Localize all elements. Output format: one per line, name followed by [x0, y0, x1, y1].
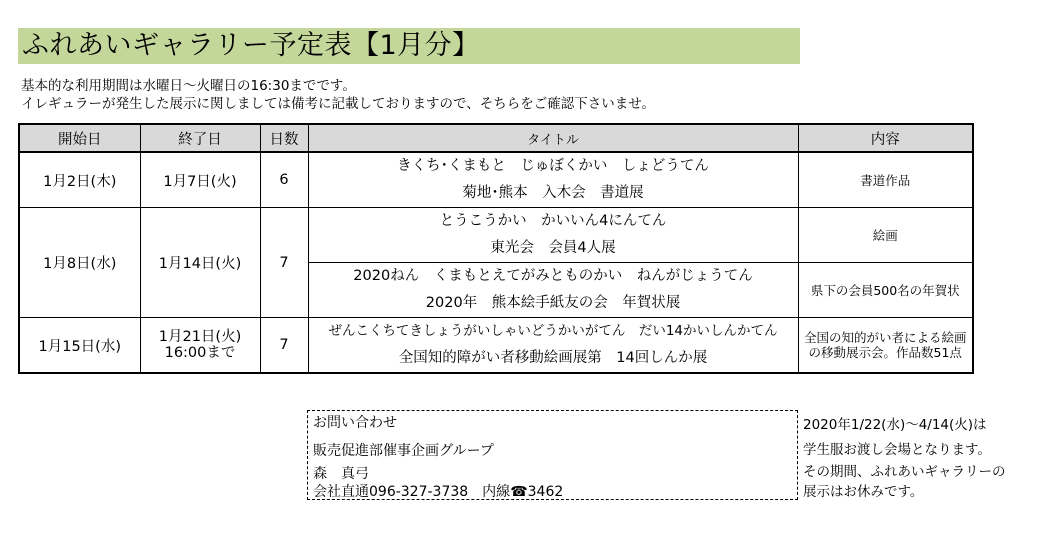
title-kana: とうこうかい かいいん4にんてん	[439, 213, 667, 229]
note-line-2: イレギュラーが発生した展示に関しましては備考に記載しておりますので、そちらをご確認下さいませ。	[21, 96, 655, 112]
page-title: ふれあいギャラリー予定表【1月分】	[22, 30, 480, 61]
phone-extension: 3462	[527, 484, 564, 500]
contact-person: 森 真弓	[313, 466, 369, 482]
header-start: 開始日	[19, 124, 140, 152]
cell-content: 県下の会員500名の年賀状	[798, 263, 973, 318]
title-text: 東光会 会員4人展	[490, 240, 616, 256]
cell-content: 全国の知的がい者による絵画の移動展示会。作品数51点	[798, 318, 973, 374]
table-row	[19, 208, 973, 263]
cell-content: 絵画	[798, 208, 973, 263]
side-notice-line-4: 展示はお休みです。	[803, 484, 924, 500]
contact-department: 販売促進部催事企画グループ	[313, 443, 494, 459]
table-row	[19, 152, 973, 208]
cell-start: 1月8日(水)	[19, 208, 140, 318]
cell-title	[308, 318, 798, 374]
cell-days: 7	[260, 318, 308, 374]
cell-end	[140, 318, 260, 374]
cell-title	[308, 208, 798, 263]
title-banner	[18, 28, 800, 64]
title-text: 全国知的障がい者移動絵画展第 14回しんか展	[398, 350, 708, 366]
table-header-row	[19, 124, 973, 152]
contact-box	[307, 410, 798, 500]
cell-title	[308, 263, 798, 318]
title-text: 菊地･熊本 入木会 書道展	[462, 185, 644, 201]
header-days: 日数	[260, 124, 308, 152]
cell-days: 7	[260, 208, 308, 318]
schedule-table	[18, 123, 974, 374]
cell-start: 1月15日(水)	[19, 318, 140, 374]
phone-number: 会社直通096-327-3738 内線	[313, 484, 511, 500]
title-text: 2020年 熊本絵手紙友の会 年賀状展	[425, 295, 681, 311]
end-date: 1月21日(火)	[158, 329, 242, 345]
side-notice-line-2: 学生服お渡し会場となります。	[803, 442, 991, 458]
title-kana: きくち･くまもと じゅぼくかい しょどうてん	[397, 158, 709, 174]
header-content: 内容	[798, 124, 973, 152]
contact-heading: お問い合わせ	[313, 415, 397, 431]
cell-end: 1月14日(火)	[140, 208, 260, 318]
cell-days: 6	[260, 152, 308, 208]
cell-start: 1月2日(木)	[19, 152, 140, 208]
title-kana: ぜんこくちてきしょうがいしゃいどうかいがてん だい14かいしんかてん	[328, 323, 778, 339]
table-row	[19, 318, 973, 374]
contact-phone	[313, 483, 563, 501]
title-kana: 2020ねん くまもとえてがみとものかい ねんがじょうてん	[353, 268, 753, 284]
header-end: 終了日	[140, 124, 260, 152]
cell-content: 書道作品	[798, 152, 973, 208]
end-note: 16:00まで	[164, 345, 236, 361]
note-line-1: 基本的な利用期間は水曜日～火曜日の16:30までです。	[21, 78, 356, 94]
header-title: タイトル	[308, 124, 798, 152]
cell-title	[308, 152, 798, 208]
side-notice-line-3: その期間、ふれあいギャラリーの	[803, 464, 1006, 480]
phone-icon: ☎	[510, 484, 528, 500]
side-notice-line-1: 2020年1/22(水)～4/14(火)は	[803, 417, 987, 433]
cell-end: 1月7日(火)	[140, 152, 260, 208]
